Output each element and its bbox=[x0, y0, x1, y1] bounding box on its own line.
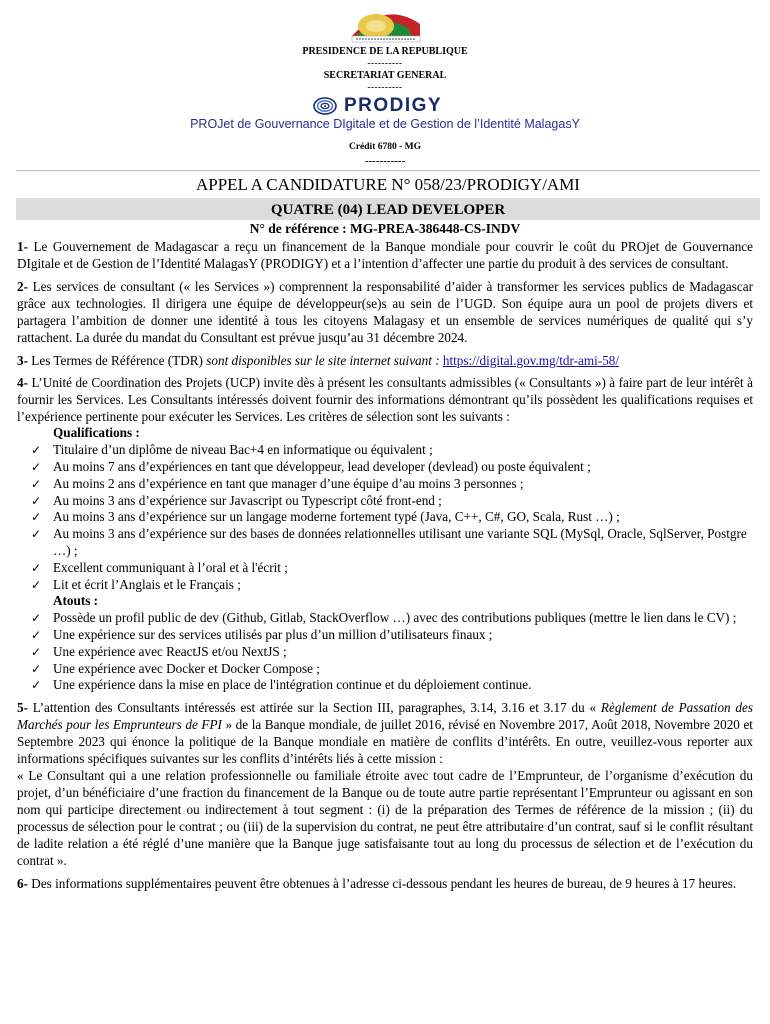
position-title: QUATRE (04) LEAD DEVELOPER bbox=[16, 198, 760, 220]
credit-line: Crédit 6780 - MG bbox=[348, 142, 422, 152]
list-item bbox=[17, 644, 753, 661]
paragraph-number: 1- bbox=[17, 239, 28, 254]
paragraph-text: Des informations supplémentaires peuvent être obtenues à l’adresse ci-dessous pendant les heures de bureau, de 9 heures à 17 heures. bbox=[31, 876, 737, 892]
paragraph-number: 2- bbox=[17, 279, 28, 294]
paragraph-number: 5- bbox=[17, 700, 28, 716]
list-item-text: Une expérience avec Docker et Docker Compose ; bbox=[53, 660, 320, 676]
list-item-text: Titulaire d’un diplôme de niveau Bac+4 en informatique ou équivalent ; bbox=[53, 442, 433, 458]
paragraph-6 bbox=[17, 875, 753, 892]
secretariat-heading: SECRETARIAT GENERAL bbox=[323, 70, 447, 81]
check-icon: ✓ bbox=[31, 560, 42, 575]
tdr-link[interactable]: https://digital.gov.mg/tdr-ami-58/ bbox=[442, 353, 620, 368]
list-item bbox=[17, 493, 753, 510]
check-icon: ✓ bbox=[31, 459, 42, 474]
list-item bbox=[17, 610, 753, 627]
check-icon: ✓ bbox=[31, 527, 42, 542]
paragraph-text: Les services de consultant (« les Services ») comprennent la responsabilité d’aider à transformer les services publics de Madagascar grâce aux technologies. Il dirigera une équipe de développeur(se)s au sein de l’UGD. Son équipe aura un pool de projets divers et partagera l’ambition de donner une identité à tous les citoyens Malagasy et un ensemble de services numériques de qualité qui s’y rattachent. La durée du mandat du Consultant est prévue jusqu’au 31 décembre 2024. bbox=[17, 279, 754, 345]
project-name: PROJet de Gouvernance DIgitale et de Gestion de l’Identité MalagasY bbox=[190, 117, 580, 131]
paragraph-text: L’Unité de Coordination des Projets (UCP) invite dès à présent les consultants admissibles (« Consultants ») à faire part de leur intérêt à fournir les Services. Les Consultants intéressés doivent fournir des informations démontrant qu’ils possèdent les qualifications requises et l’expérience pertinente pour exécuter les Services. Les critères de sélection sont les suivants : bbox=[17, 375, 754, 424]
paragraph-text: Le Gouvernement de Madagascar a reçu un financement de la Banque mondiale pour couvrir le coût du PROjet de Gouvernance DIgitale et de Gestion de l’Identité MalagasY (PRODIGY) et a l’intention d’affecter une partie du produit à des services de consultant. bbox=[17, 239, 753, 271]
prodigy-wordmark: PRODIGY bbox=[344, 95, 443, 116]
check-icon: ✓ bbox=[31, 678, 42, 693]
list-item bbox=[17, 677, 753, 694]
list-item bbox=[17, 627, 753, 644]
paragraph-3 bbox=[17, 352, 753, 369]
check-icon: ✓ bbox=[31, 661, 42, 676]
paragraph-text-italic: Règlement de Passation des Marchés pour les Emprunteurs de FPI bbox=[17, 700, 754, 733]
paragraph-1 bbox=[17, 238, 753, 272]
call-title: APPEL A CANDIDATURE N° 058/23/PRODIGY/AMI bbox=[16, 170, 760, 199]
paragraph-number: 4- bbox=[17, 375, 28, 390]
paragraph-5 bbox=[17, 699, 753, 869]
madagascar-seal-icon bbox=[342, 6, 428, 44]
qualifications-list bbox=[17, 442, 753, 593]
paragraph-number: 6- bbox=[17, 876, 28, 892]
check-icon: ✓ bbox=[31, 443, 42, 458]
list-item-text: Au moins 7 ans d’expériences en tant que développeur, lead developer (devlead) ou poste équivalent ; bbox=[53, 458, 591, 474]
list-item-text: Au moins 3 ans d’expérience sur un langage moderne fortement typé (Java, C++, C#, GO, Scala, Rust …) ; bbox=[53, 509, 620, 525]
list-item-text: Lit et écrit l’Anglais et le Français ; bbox=[53, 576, 241, 592]
qualifications-heading: Qualifications : bbox=[53, 425, 140, 441]
paragraph-4 bbox=[17, 375, 753, 694]
check-icon: ✓ bbox=[31, 476, 42, 491]
separator-dashes: ---------- bbox=[367, 82, 403, 92]
check-icon: ✓ bbox=[31, 611, 42, 626]
list-item bbox=[17, 577, 753, 594]
list-item bbox=[17, 526, 753, 560]
paragraph-number: 3- bbox=[17, 353, 28, 368]
separator-dashes: ---------- bbox=[367, 58, 403, 68]
list-item-text: Excellent communiquant à l’oral et à l'écrit ; bbox=[53, 559, 288, 575]
atouts-heading: Atouts : bbox=[53, 593, 99, 609]
paragraph-text: L’attention des Consultants intéressés est attirée sur la Section III, paragraphes, 3.14, 3.16 et 3.17 du « bbox=[32, 700, 601, 716]
list-item bbox=[17, 509, 753, 526]
prodigy-logo bbox=[312, 95, 442, 117]
list-item-text: Au moins 3 ans d’expérience sur des bases de données relationnelles utilisant une variante SQL (MySql, Oracle, SqlServer, Postgre …) ; bbox=[53, 526, 747, 558]
list-item-text: Une expérience sur des services utilisés par plus d’un million d’utilisateurs finaux ; bbox=[53, 626, 493, 642]
list-item-text: Possède un profil public de dev (Github, Gitlab, StackOverflow …) avec des contributions publiques (mettre le lien dans le CV) ; bbox=[53, 610, 737, 626]
paragraph-2 bbox=[17, 278, 753, 346]
list-item-text: Au moins 3 ans d’expérience sur Javascript ou Typescript côté front-end ; bbox=[53, 492, 442, 508]
paragraph-text-italic: sont disponibles sur le site internet suivant : bbox=[206, 353, 443, 368]
paragraph-text: » de la Banque mondiale, de juillet 2016, révisé en Novembre 2017, Août 2018, Novembre 2020 et Septembre 2023 qui énonce la politique de la Banque mondiale en matière de conflits d’intérêts. En outre, veuillez-vous reporter aux informations spécifiques suivantes sur les conflits d’intérêts liés à cette mission : bbox=[17, 717, 753, 767]
list-item bbox=[17, 661, 753, 678]
list-item-text: Une expérience dans la mise en place de l'intégration continue et du déploiement continue. bbox=[53, 677, 532, 693]
list-item-text: Au moins 2 ans d’expérience en tant que manager d’une équipe d’au moins 3 personnes ; bbox=[53, 475, 524, 491]
check-icon: ✓ bbox=[31, 493, 42, 508]
reference-number: N° de référence : MG-PREA-386448-CS-INDV bbox=[249, 221, 521, 236]
list-item bbox=[17, 442, 753, 459]
list-item bbox=[17, 560, 753, 577]
list-item bbox=[17, 459, 753, 476]
check-icon: ✓ bbox=[31, 644, 42, 659]
atouts-list bbox=[17, 610, 753, 694]
conflict-quote: « Le Consultant qui a une relation professionnelle ou familiale étroite avec tout cadre de l’Emprunteur, de l’organisme d’exécution du projet, d’un bénéficiaire d’une fraction du financement de la Banque ou de toute autre partie représentant l’Emprunteur ou agissant en son nom qui participe directement ou indirectement à tout segment : (i) de la préparation des Termes de référence de la mission ; (ii) du processus de sélection pour le contrat ; ou (iii) de la supervision du contrat, ne peut être attributaire d’un contrat, sauf si le conflit résultant de ladite relation a été réglé d’une manière que la Banque juge satisfaisante tout au long du processus de sélection et de l’exécution du contrat ». bbox=[17, 768, 753, 869]
fingerprint-icon bbox=[312, 96, 338, 116]
check-icon: ✓ bbox=[31, 577, 42, 592]
list-item bbox=[17, 476, 753, 493]
presidence-heading: PRESIDENCE DE LA REPUBLIQUE bbox=[302, 46, 468, 57]
check-icon: ✓ bbox=[31, 510, 42, 525]
separator-dashes: ----------- bbox=[364, 155, 406, 167]
paragraph-text: Les Termes de Référence (TDR) bbox=[31, 353, 207, 368]
check-icon: ✓ bbox=[31, 627, 42, 642]
document-body bbox=[17, 238, 753, 898]
list-item-text: Une expérience avec ReactJS et/ou NextJS ; bbox=[53, 643, 287, 659]
